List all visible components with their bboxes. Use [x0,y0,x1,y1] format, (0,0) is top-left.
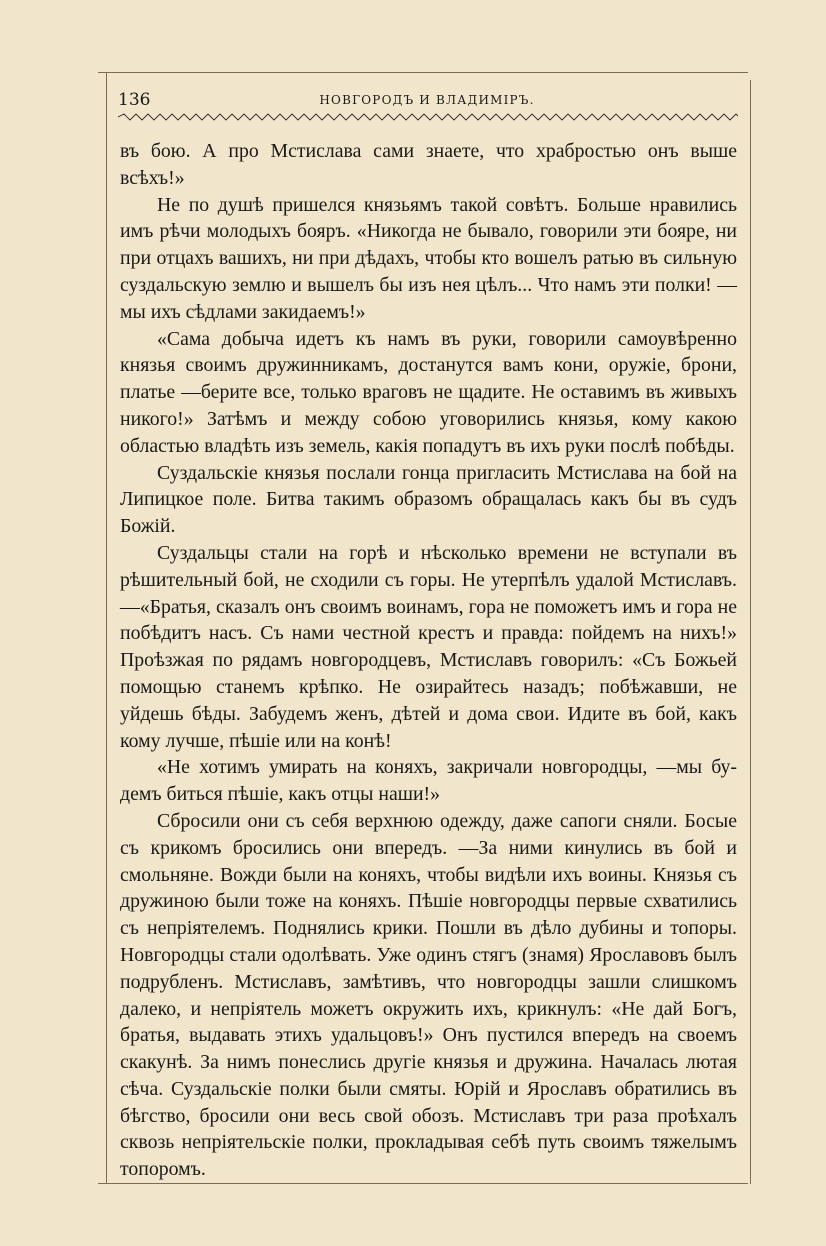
page-frame-left-rule [106,72,107,1184]
page-frame-top-rule [98,72,748,73]
paragraph-4: Суздальскіе князья послали гонца пригласить Мстислава на бой на Липицкое поле. Битва такимъ образомъ обращалась какъ бы въ судъ Божій. [120,461,737,538]
body-text [120,138,737,1183]
running-head [118,88,736,112]
page-frame-right-rule [750,80,751,1184]
paragraph-1: въ бою. А про Мстислава сами знаете, что храбростью онъ выше всѣхъ!» [120,140,737,189]
paragraph-5: Суздальцы стали на горѣ и нѣсколько времени не вступали въ рѣшительный бой, не сходили съ горы. Не утерпѣлъ удалой Мстиславъ. —«Братья, сказалъ онъ своимъ воинамъ, гора не поможетъ имъ и гора не побѣдитъ насъ. Съ нами честной крестъ и правда: пойдемъ на нихъ!» Проѣзжая по рядамъ новгородцевъ, Мстиславъ говорилъ: «Съ Божьей помощью станемъ крѣпко. Не озирайтесь назадъ; побѣжавши, не уйдешь бѣды. Забудемъ женъ, дѣтей и дома свои. Идите въ бой, какъ кому лучше, пѣшіе или на конѣ! [120,541,737,752]
wavy-ornament-rule [118,112,738,122]
running-head-title: НОВГОРОДЪ И ВЛАДИМІРЪ. [319,93,535,107]
paragraph-2: Не по душѣ пришелся князьямъ такой совѣтъ. Больше нравились имъ рѣчи молодыхъ бояръ. «Никогда не бывало, говорили эти бояре, ни при отцахъ вашихъ, ни при дѣдахъ, чтобы кто вошелъ ратью въ сильную суздальскую землю и вышелъ бы изъ нея цѣлъ... Что намъ эти полки! —мы ихъ сѣдлами закидаемъ!» [120,193,737,323]
paragraph-7: Сбросили они съ себя верхнюю одежду, даже сапоги сняли. Босые съ крикомъ бросились они впередъ. —За ними кинулись въ бой и смольняне. Вожди были на коняхъ, чтобы видѣли ихъ воины. Князья съ дружиною были тоже на коняхъ. Пѣшіе новгородцы первые схватились съ непріятелемъ. Поднялись крики. Пошли въ дѣло дубины и топоры. Новгородцы стали одолѣвать. Уже одинъ стягъ (знамя) Ярославовъ былъ подрубленъ. Мстиславъ, замѣтивъ, что новгородцы зашли слишкомъ далеко, и непріятель можетъ окружить ихъ, крикнулъ: «Не дай Богъ, братья, выдавать этихъ удальцовъ!» Онъ пустился впередъ на своемъ скакунѣ. За нимъ понеслись другіе князья и дружина. Началась лютая сѣча. Суздальскіе полки были смяты. Юрій и Ярославъ обратились въ бѣгство, бросили они весь свой обозъ. Мстиславъ три раза проѣхалъ сквозь непріятельскіе полки, прокладывая себѣ путь своимъ тяжелымъ топоромъ. [120,809,737,1181]
page-frame-bottom-rule [98,1183,748,1184]
page-number: 136 [118,90,151,110]
paragraph-3: «Сама добыча идетъ къ намъ въ руки, говорили самоувѣренно князья своимъ дружинникамъ, достанутся вамъ кони, оружіе, брони, платье —берите все, только враговъ не щадите. Не оставимъ въ живыхъ никого!» Затѣмъ и между собою уговорились князья, кому какою областью владѣть изъ земель, какія попадутъ въ ихъ руки послѣ побѣды. [120,327,737,457]
paragraph-6: «Не хотимъ умирать на коняхъ, закричали новгородцы, —мы будемъ биться пѣшіе, какъ отцы наши!» [120,756,737,806]
